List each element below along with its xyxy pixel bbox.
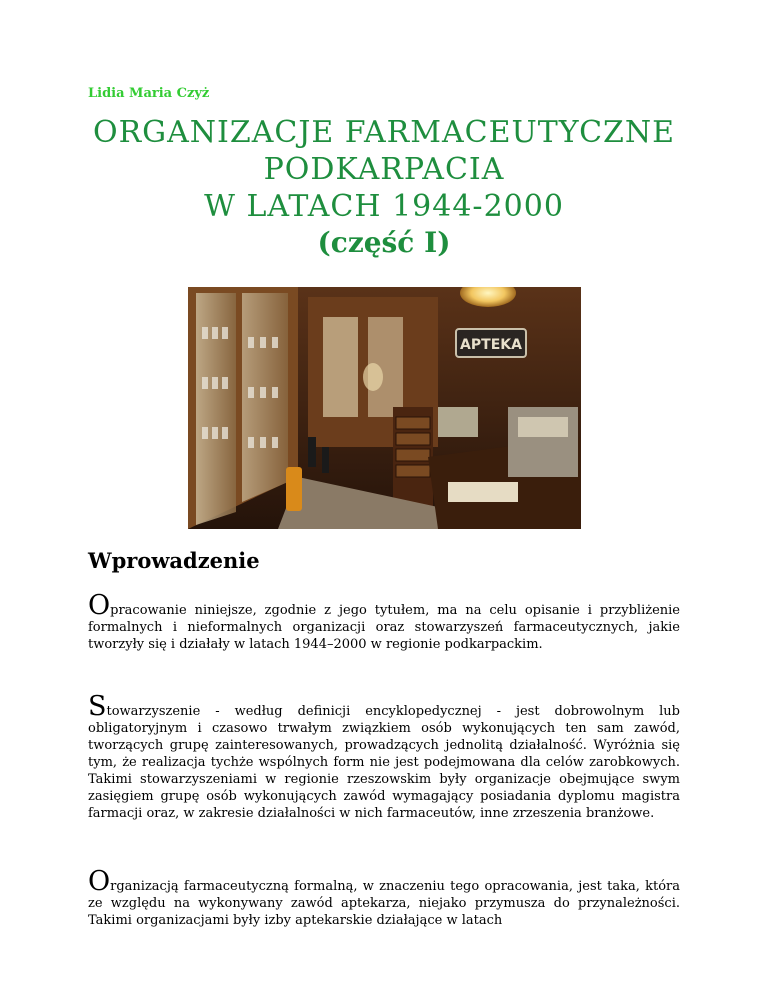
- paragraph: [88, 592, 680, 653]
- paragraph: [88, 868, 680, 929]
- paragraph: [88, 693, 680, 822]
- svg-text:APTEKA: APTEKA: [460, 337, 522, 353]
- pharmacy-interior-photo: [188, 287, 581, 529]
- drop-cap: O: [88, 866, 111, 897]
- title-line: ORGANIZACJE FARMACEUTYCZNE: [92, 115, 676, 150]
- author-name: Lidia Maria Czyż: [88, 86, 210, 101]
- title-line: W LATACH 1944-2000: [204, 189, 564, 224]
- drop-cap: S: [88, 691, 107, 722]
- drop-cap: O: [88, 590, 111, 621]
- title-line: PODKARPACIA: [263, 152, 505, 187]
- paragraph-text: rganizacją farmaceutyczną formalną, w znaczeniu tego opracowania, jest taka, która ze względu na wykonywany zawód aptekarza, niejako przymusza do przynależności. Takimi organizacjami były izby aptekarskie działające w latach: [88, 879, 680, 928]
- title-part: (część I): [317, 226, 451, 259]
- paragraph-text: pracowanie niniejsze, zgodnie z jego tytułem, ma na celu opisanie i przybliżenie formalnych i nieformalnych organizacji oraz stowarzyszeń farmaceutycznych, jakie tworzyły się i działały w latach 1944–2000 w regionie podkarpackim.: [88, 603, 680, 652]
- document-title: [0, 114, 768, 261]
- paragraph-text: towarzyszenie - według definicji encyklopedycznej - jest dobrowolnym lub obligatoryjnym i czasowo trwałym związkiem osób wykonujących ten sam zawód, tworzących grupę zainteresowanych, prowadzących jednolitą działalność. Wyróżnia się tym, że realizacja tychże wspólnych form nie jest podejmowana dla celów zarobkowych. Takimi stowarzyszeniami w regionie rzeszowskim były organizacje obejmujące swym zasięgiem grupę osób wykonujących zawód wymagający posiadania dyplomu magistra farmacji oraz, w zakresie działalności w nich farmaceutów, inne zrzeszenia branżowe.: [88, 704, 680, 821]
- section-heading: Wprowadzenie: [88, 548, 260, 573]
